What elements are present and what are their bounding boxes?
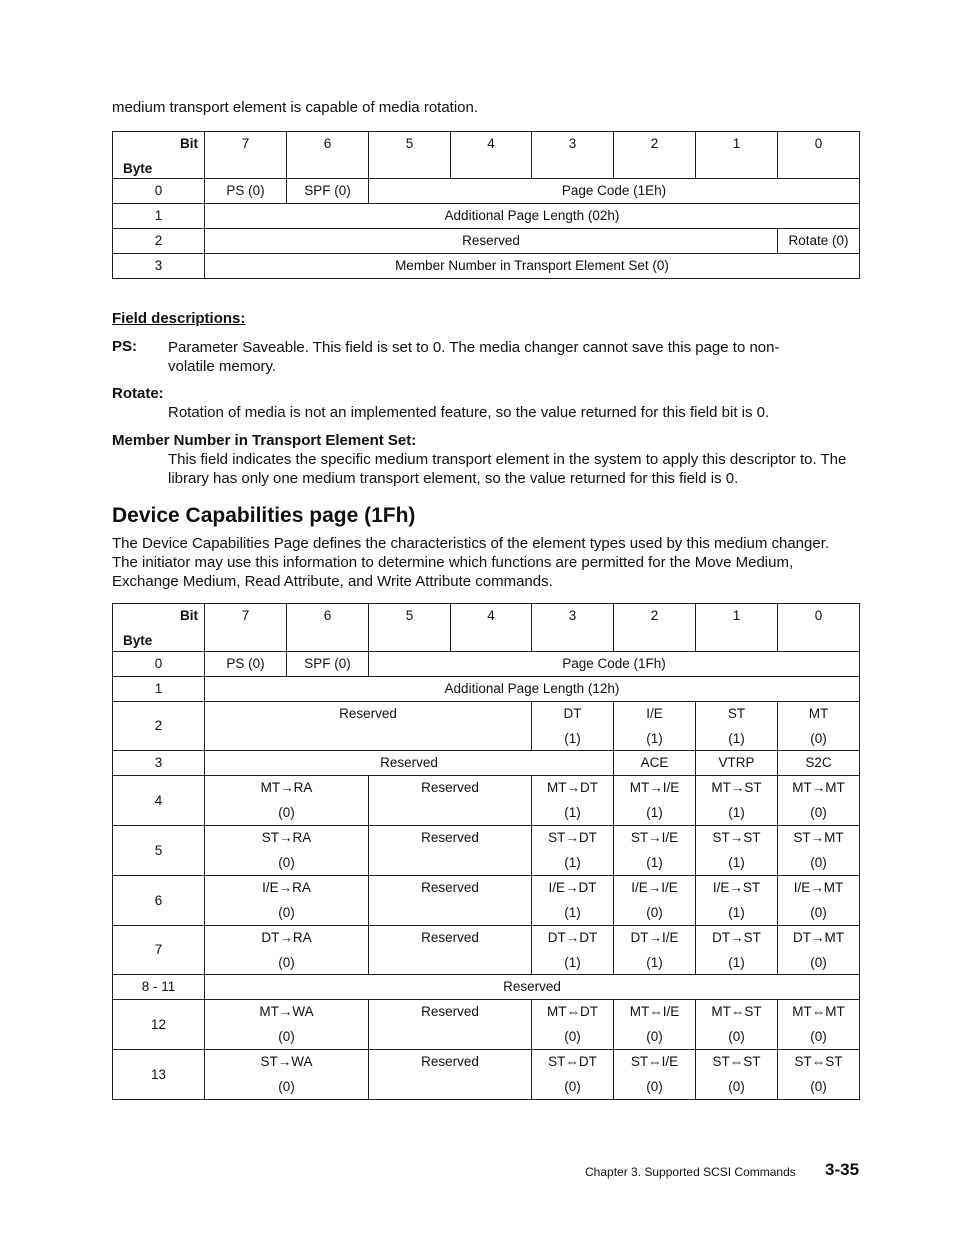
field-default: (0) — [278, 955, 295, 970]
bit-header: 0 — [778, 132, 860, 179]
field-cell — [205, 926, 369, 975]
field-cell: SPF (0) — [287, 179, 369, 204]
field-default: (0) — [810, 1079, 827, 1094]
table-row — [113, 702, 860, 751]
table-row — [113, 254, 860, 279]
table-row — [113, 826, 860, 876]
field-cell — [778, 1050, 860, 1100]
field-cell — [532, 876, 614, 926]
field-cell — [614, 1050, 696, 1100]
byte-cell: 4 — [113, 776, 205, 826]
field-cell: S2C — [778, 751, 860, 776]
table-row — [113, 677, 860, 702]
field-name: MT⇔ST — [711, 1004, 762, 1019]
bit-header: 1 — [696, 132, 778, 179]
section-body: The Device Capabilities Page defines the characteristics of the element types used by this medium changer. The initiator may use this information to determine which functions are permitted for the Move Medium, Exchange Medium, Read Attribute, and Write Attribute commands. — [112, 535, 830, 590]
field-cell — [696, 926, 778, 975]
field-name: ST⇔ST — [794, 1054, 843, 1069]
field-name: I/E→ST — [712, 880, 761, 895]
byte-label: Byte — [123, 161, 153, 176]
table-row — [113, 926, 860, 975]
field-descriptions-title: Field descriptions: — [112, 310, 246, 327]
field-name: ST→I/E — [630, 830, 679, 845]
field-default: (0) — [728, 1079, 745, 1094]
field-name: MT⇔DT — [547, 1004, 598, 1019]
field-cell — [614, 702, 696, 751]
field-cell: Reserved — [369, 876, 532, 926]
field-cell: Additional Page Length (12h) — [205, 677, 860, 702]
field-name: MT⇔MT — [792, 1004, 845, 1019]
bit-header: 7 — [205, 604, 287, 652]
field-cell: Page Code (1Fh) — [369, 652, 860, 677]
field-default: (0) — [646, 1029, 663, 1044]
field-cell — [205, 826, 369, 876]
field-cell: Reserved — [369, 1000, 532, 1050]
field-cell: Reserved — [369, 1050, 532, 1100]
field-default: (0) — [646, 1079, 663, 1094]
field-name: DT→ST — [712, 930, 761, 945]
table-row — [113, 751, 860, 776]
field-default: (0) — [278, 1029, 295, 1044]
table-row — [113, 652, 860, 677]
field-default: (0) — [810, 955, 827, 970]
byte-cell: 5 — [113, 826, 205, 876]
field-cell — [696, 1050, 778, 1100]
ps-term: PS: — [112, 338, 138, 355]
field-name: MT⇔I/E — [629, 1004, 680, 1019]
field-default: (1) — [646, 855, 663, 870]
field-cell: Page Code (1Eh) — [369, 179, 860, 204]
field-cell: Additional Page Length (02h) — [205, 204, 860, 229]
field-name: I/E→DT — [548, 880, 597, 895]
field-default: (0) — [564, 1079, 581, 1094]
field-cell — [778, 876, 860, 926]
field-default: (0) — [810, 731, 827, 746]
table-row — [113, 179, 860, 204]
field-cell: Reserved — [205, 751, 614, 776]
field-default: (0) — [278, 855, 295, 870]
field-default: (1) — [728, 955, 745, 970]
bit-header: 3 — [532, 604, 614, 652]
rotation-page-table — [112, 131, 860, 279]
byte-cell: 0 — [113, 652, 205, 677]
field-cell: PS (0) — [205, 652, 287, 677]
field-default: (1) — [564, 855, 581, 870]
bit-header: 6 — [287, 132, 369, 179]
field-name: ST⇔ST — [712, 1054, 761, 1069]
field-name: ST — [727, 706, 746, 721]
device-capabilities-table — [112, 603, 860, 1100]
bit-header: 0 — [778, 604, 860, 652]
field-default: (0) — [278, 805, 295, 820]
table-header-row — [113, 604, 860, 652]
rotate-term: Rotate: — [112, 385, 164, 402]
field-cell — [778, 926, 860, 975]
field-cell — [532, 826, 614, 876]
field-cell — [532, 702, 614, 751]
field-name: MT→WA — [259, 1004, 314, 1019]
table-row — [113, 204, 860, 229]
field-cell — [532, 926, 614, 975]
bit-header: 5 — [369, 132, 451, 179]
field-name: MT — [808, 706, 829, 721]
field-name: I/E→I/E — [631, 880, 678, 895]
field-name: I/E — [646, 706, 663, 721]
bit-header: 4 — [451, 604, 532, 652]
byte-label: Byte — [123, 633, 153, 648]
byte-cell: 12 — [113, 1000, 205, 1050]
field-name: DT→RA — [261, 930, 312, 945]
field-cell — [532, 1000, 614, 1050]
byte-cell: 2 — [113, 229, 205, 254]
field-default: (0) — [810, 905, 827, 920]
field-name: MT→RA — [260, 780, 313, 795]
field-cell — [696, 776, 778, 826]
field-default: (0) — [810, 855, 827, 870]
field-cell — [205, 776, 369, 826]
field-cell — [778, 1000, 860, 1050]
intro-text: medium transport element is capable of media rotation. — [112, 99, 479, 116]
field-cell — [614, 926, 696, 975]
field-cell — [532, 776, 614, 826]
section-title: Device Capabilities page (1Fh) — [112, 504, 416, 527]
field-cell — [696, 826, 778, 876]
footer-chapter: Chapter 3. Supported SCSI Commands — [585, 1165, 796, 1179]
byte-cell: 0 — [113, 179, 205, 204]
field-name: DT→I/E — [630, 930, 679, 945]
table-row — [113, 1000, 860, 1050]
bit-header: 5 — [369, 604, 451, 652]
byte-cell: 6 — [113, 876, 205, 926]
field-default: (1) — [728, 905, 745, 920]
byte-cell: 7 — [113, 926, 205, 975]
field-cell — [614, 876, 696, 926]
field-default: (0) — [810, 805, 827, 820]
table-row — [113, 776, 860, 826]
field-cell — [696, 876, 778, 926]
byte-cell: 2 — [113, 702, 205, 751]
field-default: (1) — [564, 955, 581, 970]
member-description: This field indicates the specific medium transport element in the system to apply this descriptor to. The library has only one medium transport element, so the value returned for this field is 0. — [168, 451, 847, 487]
field-default: (0) — [564, 1029, 581, 1044]
field-default: (0) — [810, 1029, 827, 1044]
field-name: ST⇔DT — [548, 1054, 597, 1069]
field-name: MT→MT — [792, 780, 845, 795]
field-cell — [205, 1050, 369, 1100]
field-default: (1) — [728, 805, 745, 820]
field-cell — [205, 876, 369, 926]
field-default: (1) — [646, 955, 663, 970]
field-name: ST→MT — [793, 830, 844, 845]
field-default: (0) — [278, 905, 295, 920]
field-cell — [614, 1000, 696, 1050]
field-name: I/E→MT — [793, 880, 844, 895]
field-cell: Member Number in Transport Element Set (0) — [205, 254, 860, 279]
field-default: (0) — [646, 905, 663, 920]
field-cell — [532, 1050, 614, 1100]
table-row — [113, 229, 860, 254]
field-name: ST→DT — [548, 830, 597, 845]
field-cell — [205, 1000, 369, 1050]
bit-byte-header — [113, 132, 205, 179]
field-default: (1) — [564, 805, 581, 820]
field-default: (1) — [728, 855, 745, 870]
field-cell: Reserved — [369, 776, 532, 826]
field-default: (0) — [728, 1029, 745, 1044]
byte-cell: 1 — [113, 204, 205, 229]
ps-description: Parameter Saveable. This field is set to 0. The media changer cannot save this page to non-volatile memory. — [168, 339, 780, 375]
field-cell: PS (0) — [205, 179, 287, 204]
member-term: Member Number in Transport Element Set: — [112, 432, 417, 449]
field-default: (1) — [564, 731, 581, 746]
field-name: DT→MT — [793, 930, 844, 945]
field-cell: VTRP — [696, 751, 778, 776]
field-name: ST→WA — [260, 1054, 313, 1069]
bit-header: 6 — [287, 604, 369, 652]
field-cell — [696, 702, 778, 751]
bit-header: 2 — [614, 604, 696, 652]
field-name: MT→I/E — [629, 780, 680, 795]
field-name: DT — [563, 706, 582, 721]
table-row — [113, 876, 860, 926]
field-name: ST⇔I/E — [630, 1054, 679, 1069]
field-cell: ACE — [614, 751, 696, 776]
field-default: (1) — [564, 905, 581, 920]
field-cell — [778, 702, 860, 751]
field-name: ST→RA — [261, 830, 312, 845]
byte-cell: 8 - 11 — [113, 975, 205, 1000]
field-default: (1) — [728, 731, 745, 746]
field-cell — [614, 826, 696, 876]
field-cell: Reserved — [369, 926, 532, 975]
field-name: ST→ST — [712, 830, 761, 845]
byte-cell: 1 — [113, 677, 205, 702]
field-cell — [696, 1000, 778, 1050]
field-default: (1) — [646, 805, 663, 820]
field-default: (1) — [646, 731, 663, 746]
bit-header: 3 — [532, 132, 614, 179]
field-cell: Rotate (0) — [778, 229, 860, 254]
field-cell: Reserved — [205, 975, 860, 1000]
field-cell — [778, 776, 860, 826]
field-cell: Reserved — [369, 826, 532, 876]
byte-cell: 3 — [113, 751, 205, 776]
field-default: (0) — [278, 1079, 295, 1094]
table-row — [113, 1050, 860, 1100]
field-cell — [614, 776, 696, 826]
field-name: MT→ST — [711, 780, 762, 795]
field-name: MT→DT — [547, 780, 598, 795]
field-name: I/E→RA — [262, 880, 311, 895]
table-row — [113, 975, 860, 1000]
bit-header: 1 — [696, 604, 778, 652]
bit-byte-header — [113, 604, 205, 652]
field-cell: SPF (0) — [287, 652, 369, 677]
byte-cell: 3 — [113, 254, 205, 279]
field-cell — [778, 826, 860, 876]
rotate-description: Rotation of media is not an implemented feature, so the value returned for this field bit is 0. — [168, 404, 770, 421]
byte-cell: 13 — [113, 1050, 205, 1100]
bit-header: 7 — [205, 132, 287, 179]
page-number: 3-35 — [825, 1160, 860, 1179]
bit-header: 2 — [614, 132, 696, 179]
bit-label: Bit — [180, 608, 198, 623]
bit-label: Bit — [180, 136, 198, 151]
table-header-row — [113, 132, 860, 179]
field-name: DT→DT — [547, 930, 598, 945]
field-cell: Reserved — [205, 702, 532, 751]
bit-header: 4 — [451, 132, 532, 179]
field-cell: Reserved — [205, 229, 778, 254]
